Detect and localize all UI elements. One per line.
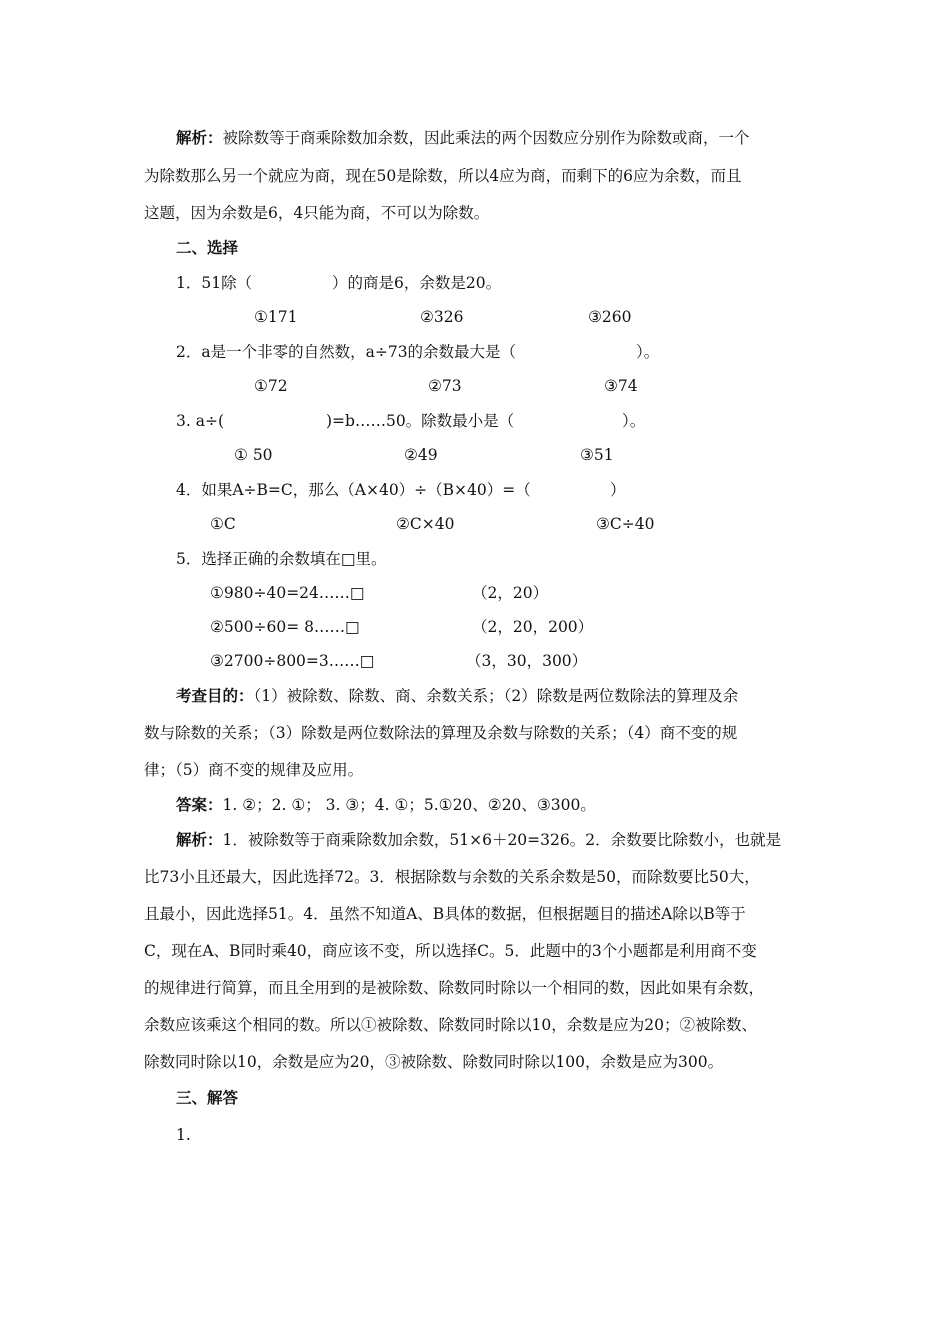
analysis-label: 解析： — [176, 129, 223, 147]
equation: ②500÷60= 8……□ — [210, 618, 360, 636]
purpose-line — [176, 685, 738, 707]
equation: ③2700÷800=3……□ — [210, 652, 375, 670]
analysis-text: 1．被除数等于商乘除数加余数，51×6＋20=326。2．余数要比除数小，也就是 — [222, 831, 782, 849]
question-4-stem-end: ） — [610, 481, 626, 499]
analysis-text: 比73小且还最大，因此选择72。3．根据除数与余数的关系余数是50，而除数要比50大， — [144, 868, 760, 886]
equation: ①980÷40=24……□ — [210, 584, 365, 602]
option: ③74 — [604, 377, 638, 395]
option: ①72 — [254, 377, 288, 395]
analysis-text: 余数应该乘这个相同的数。所以①被除数、除数同时除以10，余数是应为20；②被除数、 — [144, 1016, 757, 1034]
analysis-text: 的规律进行简算，而且全用到的是被除数、除数同时除以一个相同的数，因此如果有余数， — [144, 979, 765, 997]
purpose-text: 数与除数的关系；（3）除数是两位数除法的算理及余数与除数的关系；（4）商不变的规 — [144, 724, 738, 742]
analysis-label: 解析： — [176, 831, 223, 849]
analysis-text: 除数同时除以10，余数是应为20，③被除数、除数同时除以100，余数是应为300。 — [144, 1053, 724, 1071]
option: ②49 — [404, 446, 438, 464]
question-5-stem: 5．选择正确的余数填在□里。 — [176, 550, 387, 568]
choices: （3，30，300） — [466, 652, 588, 670]
option: ③260 — [588, 308, 632, 326]
choices: （2，20，200） — [472, 618, 594, 636]
question-4-stem: 4．如果A÷B=C，那么（A×40）÷（B×40）=（ — [176, 481, 531, 499]
option: ① 50 — [234, 446, 273, 464]
analysis-line — [176, 127, 750, 149]
question-number: 1. — [176, 1126, 191, 1144]
analysis-line — [176, 829, 781, 851]
question-1-stem-end: ）的商是6，余数是20。 — [332, 274, 502, 292]
purpose-label: 考查目的： — [176, 687, 254, 705]
analysis-text: 为除数那么另一个就应为商，现在50是除数，所以4应为商，而剩下的6应为余数，而且 — [144, 167, 742, 185]
analysis-text: C，现在A、B同时乘40，商应该不变，所以选择C。5．此题中的3个小题都是利用商不变 — [144, 942, 757, 960]
option: ②73 — [428, 377, 462, 395]
analysis-text: 且最小，因此选择51。4．虽然不知道A、B具体的数据，但根据题目的描述A除以B等于 — [144, 905, 746, 923]
option: ③51 — [580, 446, 614, 464]
purpose-text: 律；（5）商不变的规律及应用。 — [144, 761, 364, 779]
option: ③C÷40 — [596, 515, 655, 533]
answer-text: 1. ②；2. ①； 3. ③；4. ①；5.①20、②20、③300。 — [222, 796, 596, 814]
option: ①171 — [254, 308, 298, 326]
option: ②C×40 — [396, 515, 455, 533]
answer-label: 答案： — [176, 796, 223, 814]
section-heading: 三、解答 — [176, 1089, 239, 1107]
question-3-stem-end: ）。 — [622, 412, 646, 430]
choices: （2，20） — [472, 584, 549, 602]
option: ②326 — [420, 308, 464, 326]
option: ①C — [210, 515, 236, 533]
analysis-text: 这题，因为余数是6，4只能为商，不可以为除数。 — [144, 204, 490, 222]
analysis-text: 被除数等于商乘除数加余数，因此乘法的两个因数应分别作为除数或商，一个 — [222, 129, 750, 147]
question-2-stem: 2．a是一个非零的自然数，a÷73的余数最大是（ — [176, 343, 517, 361]
question-2-stem-end: ）。 — [636, 343, 660, 361]
answer-line — [176, 794, 596, 816]
question-3-stem: 3. a÷( — [176, 412, 224, 430]
section-heading: 二、选择 — [176, 239, 239, 257]
question-3-stem-mid: )=b……50。除数最小是（ — [326, 412, 515, 430]
purpose-text: （1）被除数、除数、商、余数关系；（2）除数是两位数除法的算理及余 — [253, 687, 739, 705]
question-1-stem: 1．51除（ — [176, 274, 253, 292]
